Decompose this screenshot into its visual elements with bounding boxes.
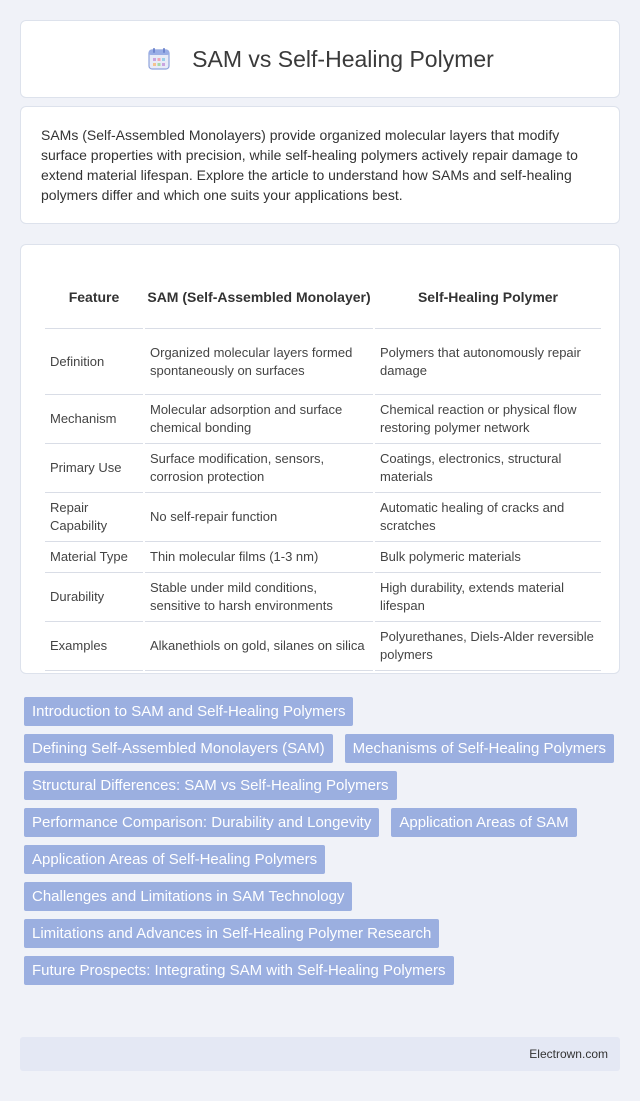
table-cell: Primary Use [45,444,143,493]
column-header: SAM (Self-Assembled Monolayer) [145,265,373,329]
toc-link-challenges-sam[interactable]: Challenges and Limitations in SAM Technology [24,882,352,911]
table-row [45,573,601,622]
toc-link-introduction[interactable]: Introduction to SAM and Self-Healing Polymers [24,697,353,726]
table-cell: Repair Capability [45,493,143,542]
toc-link-limitations-self-healing[interactable]: Limitations and Advances in Self-Healing Polymer Research [24,919,439,948]
toc-link-mechanisms[interactable]: Mechanisms of Self-Healing Polymers [345,734,614,763]
comparison-table [43,265,603,671]
toc-link-application-self-healing[interactable]: Application Areas of Self-Healing Polymers [24,845,325,874]
table-cell: Stable under mild conditions, sensitive to harsh environments [145,573,373,622]
intro-paragraph: SAMs (Self-Assembled Monolayers) provide organized molecular layers that modify surface properties with precision, while self-healing polymers actively repair damage to extend material lifespan. Explore the article to understand how SAMs and self-healing polymers differ and which one suits your applications best. [41,127,578,203]
table-cell: Polyurethanes, Diels-Alder reversible polymers [375,622,601,671]
table-cell: No self-repair function [145,493,373,542]
toc-link-future-prospects[interactable]: Future Prospects: Integrating SAM with Self-Healing Polymers [24,956,454,985]
table-row [45,329,601,395]
title-card [20,20,620,98]
table-of-contents [20,697,620,985]
table-header-row [45,265,601,329]
table-cell: Examples [45,622,143,671]
comparison-table-card [20,244,620,674]
table-cell: Coatings, electronics, structural materials [375,444,601,493]
footer-site-name: Electrown.com [529,1047,608,1061]
calendar-icon [146,46,172,72]
footer [20,1037,620,1071]
table-row [45,542,601,573]
table-cell: Mechanism [45,395,143,444]
toc-link-structural-differences[interactable]: Structural Differences: SAM vs Self-Healing Polymers [24,771,397,800]
table-cell: Organized molecular layers formed spontaneously on surfaces [145,329,373,395]
table-cell: Thin molecular films (1-3 nm) [145,542,373,573]
table-row [45,493,601,542]
table-row [45,444,601,493]
table-cell: Durability [45,573,143,622]
table-cell: Definition [45,329,143,395]
table-cell: Molecular adsorption and surface chemical bonding [145,395,373,444]
table-cell: Material Type [45,542,143,573]
table-cell: Chemical reaction or physical flow restoring polymer network [375,395,601,444]
toc-link-application-sam[interactable]: Application Areas of SAM [391,808,576,837]
table-cell: Automatic healing of cracks and scratches [375,493,601,542]
table-cell: Alkanethiols on gold, silanes on silica [145,622,373,671]
page-title: SAM vs Self-Healing Polymer [192,45,494,72]
toc-link-performance-comparison[interactable]: Performance Comparison: Durability and Longevity [24,808,379,837]
column-header: Self-Healing Polymer [375,265,601,329]
table-cell: Polymers that autonomously repair damage [375,329,601,395]
toc-link-defining-sam[interactable]: Defining Self-Assembled Monolayers (SAM) [24,734,333,763]
table-cell: High durability, extends material lifespan [375,573,601,622]
column-header: Feature [45,265,143,329]
table-row [45,395,601,444]
table-cell: Bulk polymeric materials [375,542,601,573]
table-cell: Surface modification, sensors, corrosion protection [145,444,373,493]
table-row [45,622,601,671]
intro-card [20,106,620,224]
